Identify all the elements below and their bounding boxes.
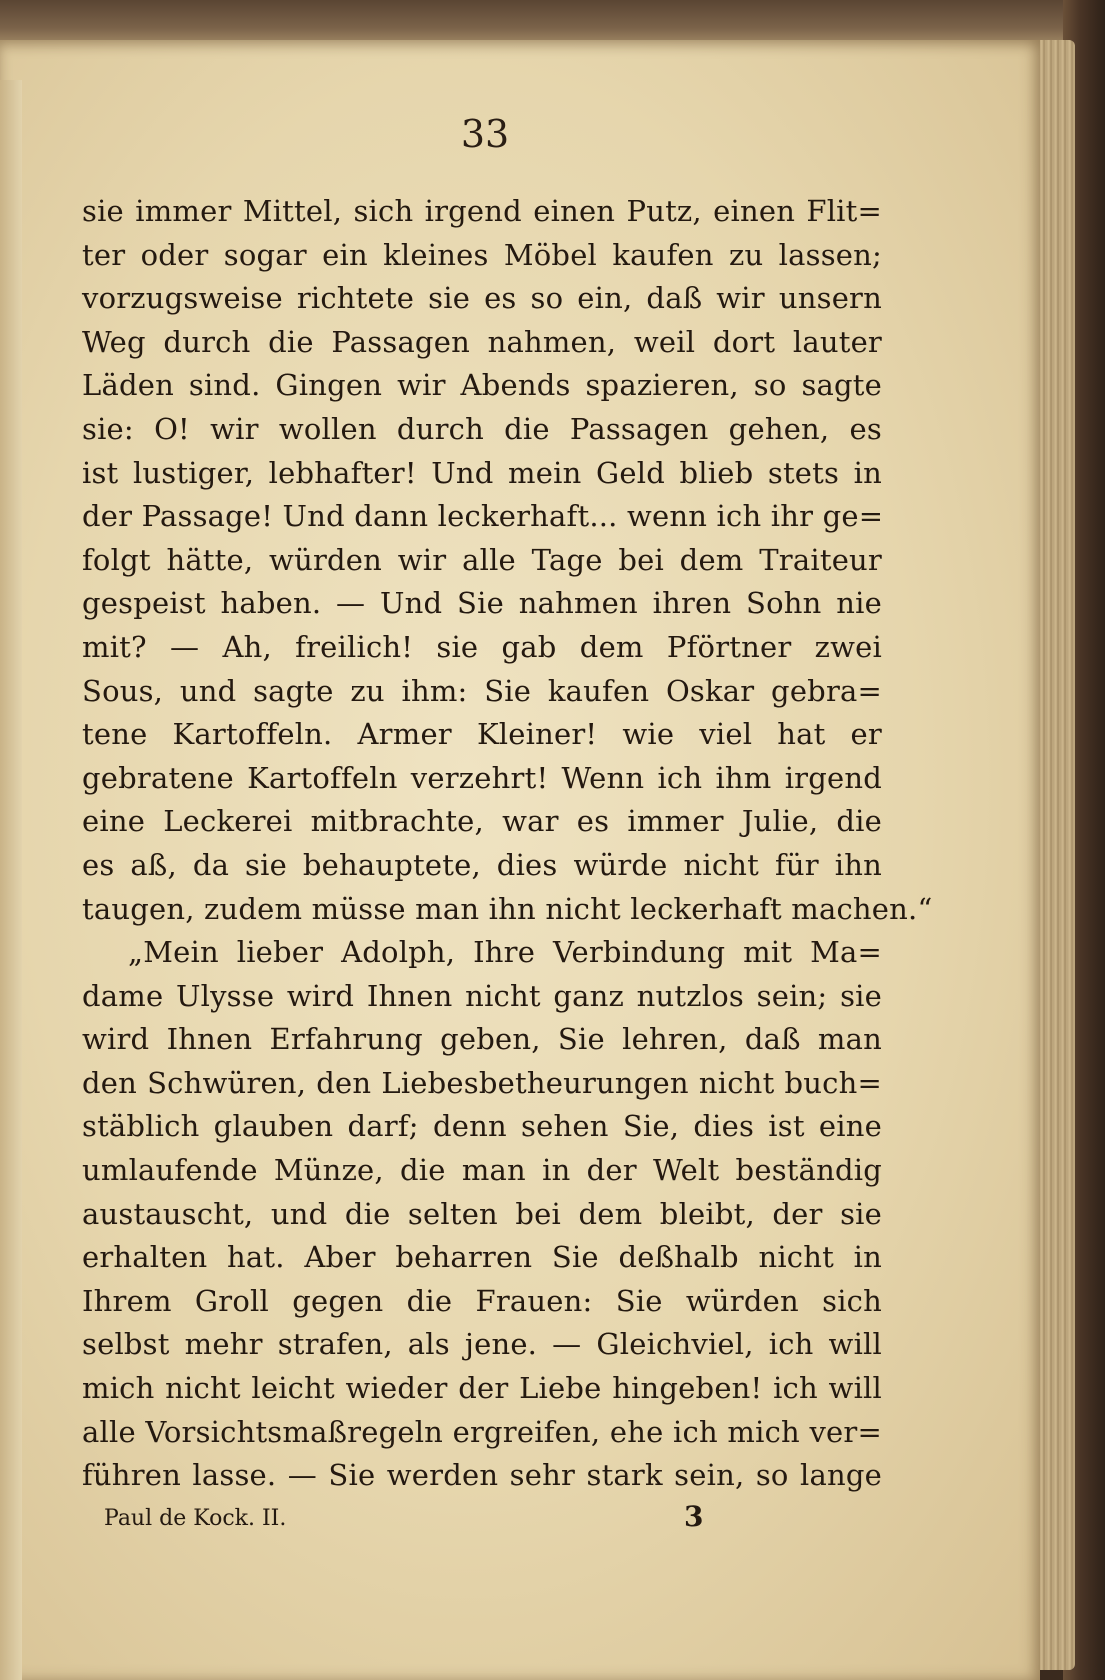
text-line: Sous, und sagte zu ihm: Sie kaufen Oskar gebra=: [82, 673, 882, 708]
text-line: Ihrem Groll gegen die Frauen: Sie würden sich: [82, 1283, 882, 1318]
text-line: alle Vorsichtsmaßregeln ergreifen, ehe ich mich ver=: [82, 1414, 882, 1449]
text-line: ter oder sogar ein kleines Möbel kaufen zu lassen;: [82, 237, 882, 272]
text-line-paragraph-start: „Mein lieber Adolph, Ihre Verbindung mit Ma=: [128, 935, 882, 970]
text-line: sie: O! wir wollen durch die Passagen gehen, es: [82, 411, 882, 446]
text-line: umlaufende Münze, die man in der Welt beständig: [82, 1153, 882, 1188]
text-line: vorzugsweise richtete sie es so ein, daß wir unsern: [82, 281, 882, 316]
footer-author-signature: Paul de Kock. II.: [104, 1506, 287, 1531]
text-line: ist lustiger, lebhafter! Und mein Geld blieb stets in: [82, 455, 882, 490]
text-line: folgt hätte, würden wir alle Tage bei dem Traiteur: [82, 542, 882, 577]
text-line: mit? — Ah, freilich! sie gab dem Pförtner zwei: [82, 629, 882, 664]
text-line: tene Kartoffeln. Armer Kleiner! wie viel hat er: [82, 717, 882, 752]
text-line: führen lasse. — Sie werden sehr stark sein, so lange: [82, 1458, 882, 1493]
text-line: Läden sind. Gingen wir Abends spazieren, so sagte: [82, 368, 882, 403]
page-number: 33: [460, 112, 510, 156]
text-line: sie immer Mittel, sich irgend einen Putz, einen Flit=: [82, 194, 882, 228]
footer-gathering-number: 3: [684, 1500, 704, 1533]
text-line: den Schwüren, den Liebesbetheurungen nicht buch=: [82, 1065, 882, 1100]
page-edges: [1039, 40, 1075, 1670]
text-line: wird Ihnen Erfahrung geben, Sie lehren, daß man: [82, 1022, 882, 1057]
page-left-edge: [0, 80, 22, 1680]
text-line: eine Leckerei mitbrachte, war es immer Julie, die: [82, 804, 882, 839]
text-line: dame Ulysse wird Ihnen nicht ganz nutzlos sein; sie: [82, 978, 882, 1013]
text-line: mich nicht leicht wieder der Liebe hingeben! ich will: [82, 1371, 882, 1406]
body-text: [82, 190, 933, 1498]
text-line: der Passage! Und dann leckerhaft... wenn ich ihr ge=: [82, 499, 884, 534]
text-line: Weg durch die Passagen nahmen, weil dort lauter: [82, 324, 882, 359]
text-line: austauscht, und die selten bei dem bleibt, der sie: [82, 1196, 882, 1231]
text-line: erhalten hat. Aber beharren Sie deßhalb nicht in: [82, 1240, 882, 1275]
text-line: selbst mehr strafen, als jene. — Gleichviel, ich will: [82, 1327, 882, 1362]
text-line-paragraph-end: taugen, zudem müsse man ihn nicht leckerhaft machen.“: [82, 891, 933, 926]
text-line: es aß, da sie behauptete, dies würde nicht für ihn: [82, 847, 882, 882]
text-line: gebratene Kartoffeln verzehrt! Wenn ich ihm irgend: [82, 760, 882, 795]
text-line: stäblich glauben darf; denn sehen Sie, dies ist eine: [82, 1109, 882, 1144]
text-line: gespeist haben. — Und Sie nahmen ihren Sohn nie: [82, 586, 882, 621]
